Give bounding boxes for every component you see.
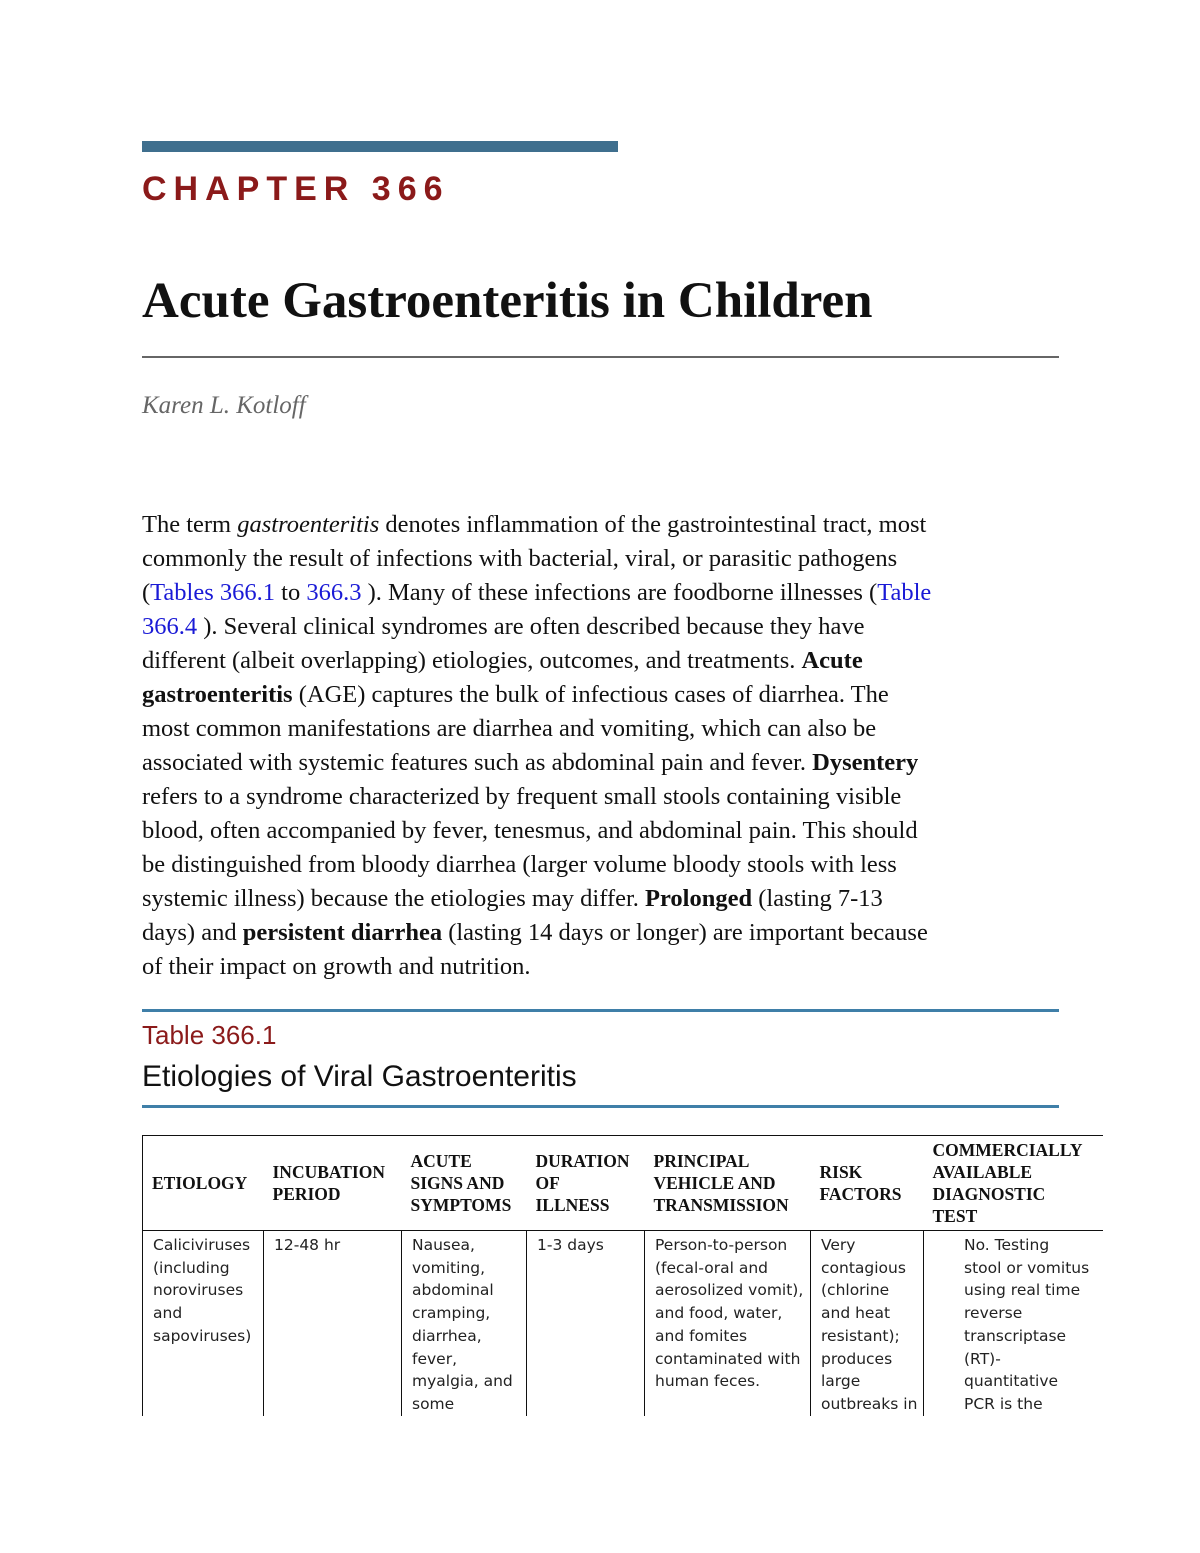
column-header [402,1136,527,1231]
column-header-line: DIAGNOSTIC [932,1184,1046,1204]
column-header-line: ILLNESS [535,1195,610,1215]
table-row [143,1231,1103,1416]
column-header-line: TEST [932,1206,978,1226]
bold-term: Dysentery [812,749,919,776]
table-cell-line: Person-to-person [655,1236,788,1254]
column-header-line: FACTORS [819,1184,902,1204]
column-header-line: SYMPTOMS [410,1195,512,1215]
table-cell-line: fever, [412,1349,458,1368]
table-cell-line: No. Testing [964,1236,1050,1254]
column-header-line: RISK [819,1162,863,1182]
paragraph-line [142,746,1059,780]
table-cell-line: diarrhea, [412,1326,482,1345]
table-bottom-rule [142,1105,1059,1108]
table-cell-line: outbreaks in [821,1394,918,1413]
italic-term: gastroenteritis [237,511,380,538]
table-cell-line: quantitative [964,1372,1059,1391]
link-table-366-3[interactable]: 366.3 [306,579,362,606]
column-header-line: ETIOLOGY [152,1173,248,1193]
text-run: ). Many of these infections are foodborne illnesses ( [361,579,878,606]
table-cell [527,1231,645,1416]
etiologies-table [142,1135,1103,1416]
table-cell-line: aerosolized vomit), [655,1281,804,1300]
paragraph-line: refers to a syndrome characterized by frequent small stools containing visible [142,783,902,810]
table-cell-line: 12-48 hr [274,1236,341,1254]
table-cell-line: (fecal-oral and [655,1258,768,1277]
paragraph-line: most common manifestations are diarrhea and vomiting, which can also be [142,715,877,742]
table-cell-line: stool or vomitus [964,1258,1090,1277]
paragraph-line [142,644,1059,678]
table-cell-line: (chlorine [821,1281,890,1300]
column-header [143,1136,264,1231]
table-cell [645,1231,811,1416]
page-title: Acute Gastroenteritis in Children [142,273,873,329]
text-run: associated with systemic features such as abdominal pain and fever. [142,749,813,776]
table-cell-line: and heat [821,1304,891,1323]
table-cell-line: 1-3 days [537,1236,604,1254]
text-run: (AGE) captures the bulk of infectious cases of diarrhea. The [292,681,889,708]
column-header-line: PRINCIPAL [653,1151,750,1171]
column-header-line: OF [535,1173,560,1193]
column-header-line: VEHICLE AND [653,1173,776,1193]
table-cell-line: Very [821,1236,856,1254]
column-header-line: ACUTE [410,1151,472,1171]
link-tables-366-1[interactable]: Tables 366.1 [150,579,276,606]
text-run: to [275,579,307,606]
table-cell-line: (including [153,1258,230,1277]
table-cell-line: cramping, [412,1304,491,1323]
table-cell-line: Caliciviruses [153,1236,251,1254]
table-cell-line: contagious [821,1258,906,1277]
link-table-366-4-part1[interactable]: Table [877,579,932,606]
text-run: ). Several clinical syndromes are often described because they have [197,613,865,640]
etiologies-table-viewport [142,1135,1090,1413]
chapter-accent-bar [142,141,618,152]
bold-term: persistent diarrhea [242,919,443,946]
column-header-line: PERIOD [272,1184,341,1204]
table-cell-line: produces [821,1349,893,1368]
paragraph-line [142,576,1059,610]
title-divider [142,356,1059,358]
table-cell [811,1231,924,1416]
text-run: ( [142,579,151,606]
table-body [143,1231,1103,1416]
table-cell-line: abdominal [412,1281,494,1300]
text-run: The term [142,511,238,538]
table-cell-line: sapoviruses) [153,1326,252,1345]
table-cell [143,1231,264,1416]
column-header-line: SIGNS AND [410,1173,505,1193]
text-run: days) and [142,919,243,946]
table-cell-line: Nausea, [412,1236,475,1254]
paragraph-line [142,882,1059,916]
text-run: systemic illness) because the etiologies may differ. [142,885,646,912]
table-cell-line: and [153,1304,183,1323]
table-cell-line: vomiting, [412,1258,486,1277]
table-cell [924,1231,1103,1416]
column-header [811,1136,924,1231]
paragraph-line: be distinguished from bloody diarrhea (larger volume bloody stools with less [142,851,897,878]
table-cell-line: some [412,1394,455,1413]
text-run: (lasting 7-13 [752,885,883,912]
table-cell-line: and food, water, [655,1304,783,1323]
paragraph-line [142,678,1059,712]
column-header [645,1136,811,1231]
paragraph-line: commonly the result of infections with bacterial, viral, or parasitic pathogens [142,545,898,572]
paragraph-line: of their impact on growth and nutrition. [142,953,531,980]
table-top-rule [142,1009,1059,1012]
table-header-row [143,1136,1103,1231]
table-cell-line: human feces. [655,1372,761,1391]
table-cell-line: large [821,1372,861,1391]
table-cell-line: and fomites [655,1326,748,1345]
table-number: Table 366.1 [142,1020,277,1050]
column-header-line: COMMERCIALLY [932,1140,1083,1160]
table-cell-line: transcriptase [964,1326,1067,1345]
column-header-line: DURATION [535,1151,630,1171]
table-cell [264,1231,402,1416]
text-run: (lasting 14 days or longer) are important because [442,919,928,946]
column-header [527,1136,645,1231]
link-table-366-4-part2[interactable]: 366.4 [142,613,198,640]
intro-paragraph [142,508,1059,984]
paragraph-line [142,916,1059,950]
paragraph-line [142,610,1059,644]
bold-term: Prolonged [645,885,753,912]
table-cell-line: reverse [964,1304,1023,1323]
paragraph-line [142,508,1059,542]
text-run: denotes inflammation of the gastrointestinal tract, most [379,511,927,538]
column-header [924,1136,1103,1231]
author-name: Karen L. Kotloff [142,392,306,419]
table-cell-line: using real time [964,1281,1081,1300]
bold-term: Acute [801,647,863,674]
column-header-line: TRANSMISSION [653,1195,789,1215]
table-cell-line: resistant); [821,1326,900,1345]
table-cell-line: PCR is the [964,1394,1043,1413]
column-header-line: AVAILABLE [932,1162,1033,1182]
table-cell-line: contaminated with [655,1349,801,1368]
table-cell-line: (RT)- [964,1349,1001,1368]
table-cell-line: myalgia, and [412,1372,513,1391]
table-title: Etiologies of Viral Gastroenteritis [142,1060,577,1093]
column-header-line: INCUBATION [272,1162,385,1182]
table-cell-line: noroviruses [153,1281,244,1300]
column-header [264,1136,402,1231]
text-run: different (albeit overlapping) etiologies, outcomes, and treatments. [142,647,802,674]
bold-term: gastroenteritis [142,681,293,708]
chapter-label: CHAPTER 366 [142,170,450,208]
paragraph-line: blood, often accompanied by fever, tenesmus, and abdominal pain. This should [142,817,918,844]
table-cell [402,1231,527,1416]
